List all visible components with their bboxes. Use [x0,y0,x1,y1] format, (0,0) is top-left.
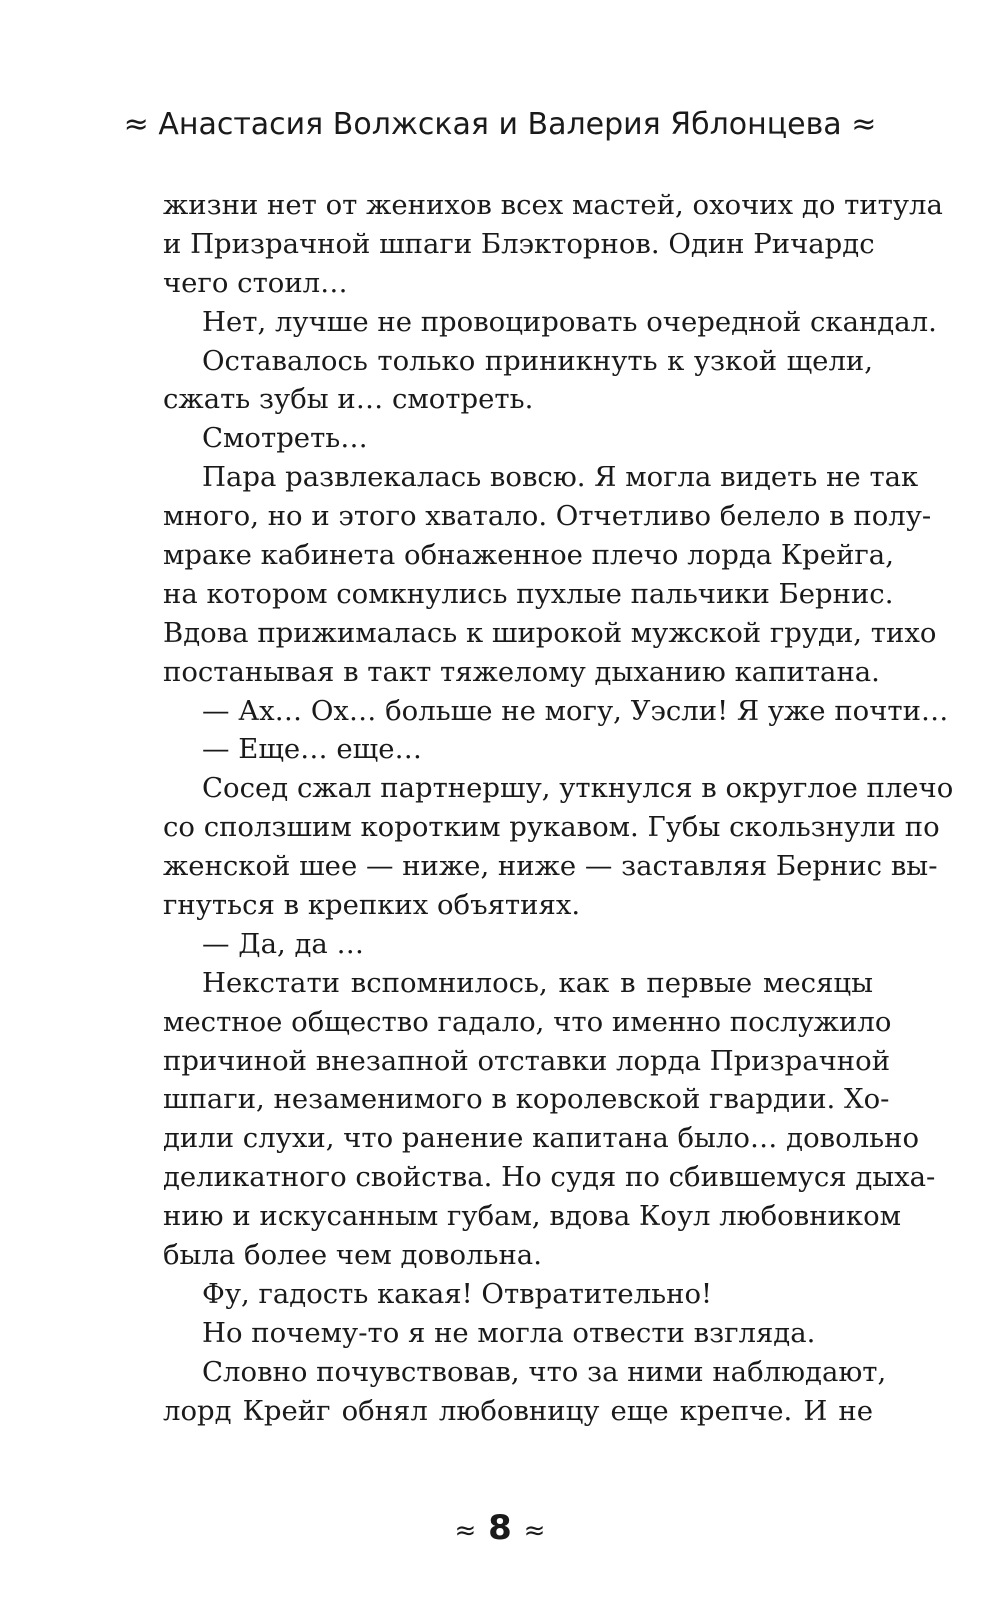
footer-ornament-left: ≈ [454,1516,477,1546]
text-line: — Ах… Ох… больше не могу, Уэсли! Я уже почти… [202,694,949,727]
text-line: дили слухи, что ранение капитана было… довольно [163,1122,920,1155]
page-number: 8 [488,1508,512,1548]
text-line: Но почему-то я не могла отвести взгляда. [202,1316,816,1349]
text-line: причиной внезапной отставки лорда Призрачной [163,1044,891,1077]
page-body [163,186,954,1431]
text-line: Некстати вспомнилось, как в первые месяцы [202,966,873,999]
text-line: много, но и этого хватало. Отчетливо белело в полу- [163,500,932,533]
page-footer [0,1506,1000,1553]
text-line: мраке кабинета обнаженное плечо лорда Крейга, [163,539,894,572]
text-line: Оставалось только приникнуть к узкой щели, [202,344,873,377]
text-line: Нет, лучше не провоцировать очередной скандал. [202,305,937,338]
text-line: женской шее — ниже, ниже — заставляя Бернис вы- [163,850,938,883]
text-line: со сползшим коротким рукавом. Губы скользнули по [163,811,940,844]
text-line: Вдова прижималась к широкой мужской груди, тихо [163,616,937,649]
text-line: — Еще… еще… [202,733,423,766]
text-line: Сосед сжал партнершу, уткнулся в округлое плечо [202,772,954,805]
text-line: Словно почувствовав, что за ними наблюдают, [202,1355,887,1388]
running-header [0,105,1000,145]
header-authors: Анастасия Волжская и Валерия Яблонцева [158,107,842,142]
text-line: на котором сомкнулись пухлые пальчики Бернис. [163,577,894,610]
text-line: лорд Крейг обнял любовницу еще крепче. И не [163,1394,873,1427]
text-line: была более чем довольна. [163,1239,542,1272]
text-line: шпаги, незаменимого в королевской гвардии. Хо- [163,1083,890,1116]
header-ornament-right: ≈ [851,107,877,142]
text-line: жизни нет от женихов всех мастей, охочих до титула [163,189,943,221]
text-line: деликатного свойства. Но судя по сбившемуся дыха- [163,1161,936,1194]
text-line: Пара развлекалась вовсю. Я могла видеть не так [202,461,919,494]
text-line: Смотреть… [202,422,368,455]
text-line: и Призрачной шпаги Блэкторнов. Один Ричардс [163,227,875,260]
text-line: местное общество гадало, что именно послужило [163,1005,892,1038]
text-line: постанывая в такт тяжелому дыханию капитана. [163,655,880,688]
footer-ornament-right: ≈ [523,1516,546,1546]
text-line: Фу, гадость какая! Отвратительно! [202,1277,713,1310]
header-ornament-left: ≈ [123,107,149,142]
text-line: нию и искусанным губам, вдова Коул любовником [163,1200,902,1233]
text-line: сжать зубы и… смотреть. [163,383,534,416]
text-line: гнуться в крепких объятиях. [163,889,581,922]
text-line: чего стоил… [163,266,348,299]
text-line: — Да, да … [202,927,365,960]
